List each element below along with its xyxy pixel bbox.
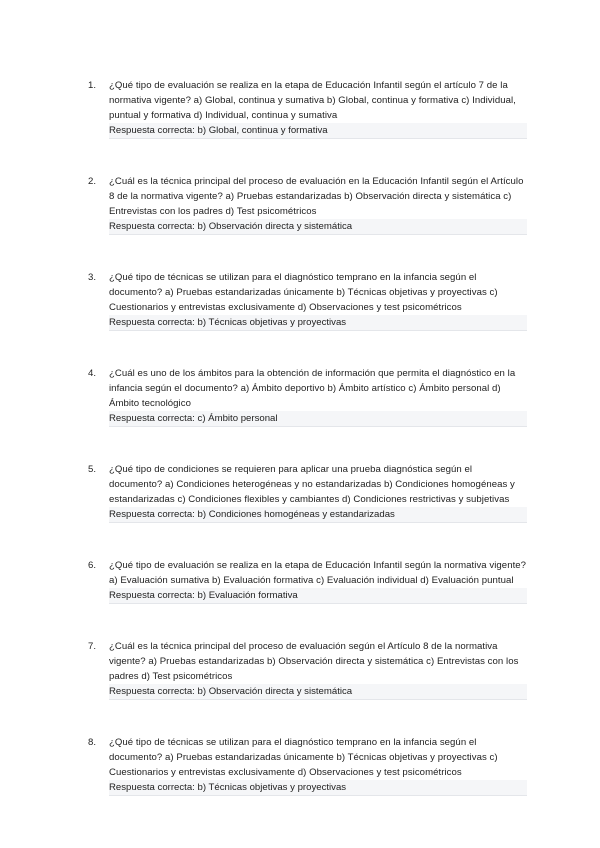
question-number: 5. xyxy=(88,464,97,475)
correct-answer: Respuesta correcta: c) Ámbito personal xyxy=(109,411,527,427)
correct-answer: Respuesta correcta: b) Observación directa y sistemática xyxy=(109,684,527,700)
question-item xyxy=(88,78,528,139)
correct-answer: Respuesta correcta: b) Observación directa y sistemática xyxy=(109,219,527,235)
question-number: 1. xyxy=(88,80,97,91)
question-item xyxy=(88,366,528,427)
question-text: ¿Qué tipo de evaluación se realiza en la etapa de Educación Infantil según la normativa vigente? a) Evaluación sumativa b) Evaluación formativa c) Evaluación individual d) Evaluación puntual xyxy=(109,560,527,586)
question-text: ¿Cuál es uno de los ámbitos para la obtención de información que permita el diagnóstico en la infancia según el documento? a) Ámbito deportivo b) Ámbito artístico c) Ámbito personal d) Ámbito tecnológico xyxy=(109,368,516,409)
question-item xyxy=(88,174,528,235)
correct-answer: Respuesta correcta: b) Técnicas objetivas y proyectivas xyxy=(109,780,527,796)
question-text: ¿Cuál es la técnica principal del proceso de evaluación en la Educación Infantil según el Artículo 8 de la normativa vigente? a) Pruebas estandarizadas b) Observación directa y sistemática c) Entrevistas con los padres d) Test psicométricos xyxy=(109,176,524,217)
question-text: ¿Cuál es la técnica principal del proceso de evaluación según el Artículo 8 de la normativa vigente? a) Pruebas estandarizadas b) Observación directa y sistemática c) Entrevistas con los padres d) Test psicométricos xyxy=(109,641,519,682)
question-text: ¿Qué tipo de evaluación se realiza en la etapa de Educación Infantil según el artículo 7 de la normativa vigente? a) Global, continua y sumativa b) Global, continua y formativa c) Individual, puntual y formativa d) Individual, continua y sumativa xyxy=(109,80,516,121)
correct-answer: Respuesta correcta: b) Técnicas objetivas y proyectivas xyxy=(109,315,527,331)
question-text: ¿Qué tipo de técnicas se utilizan para el diagnóstico temprano en la infancia según el documento? a) Pruebas estandarizadas únicamente b) Técnicas objetivas y proyectivas c) Cuestionarios y entrevistas exclusivamente d) Observaciones y test psicométricos xyxy=(109,272,498,313)
question-text: ¿Qué tipo de técnicas se utilizan para el diagnóstico temprano en la infancia según el documento? a) Pruebas estandarizadas únicamente b) Técnicas objetivas y proyectivas c) Cuestionarios y entrevistas exclusivamente d) Observaciones y test psicométricos xyxy=(109,737,498,778)
question-item xyxy=(88,639,528,700)
correct-answer: Respuesta correcta: b) Evaluación formativa xyxy=(109,588,527,604)
question-number: 2. xyxy=(88,176,97,187)
question-text: ¿Qué tipo de condiciones se requieren para aplicar una prueba diagnóstica según el documento? a) Condiciones heterogéneas y no estandarizadas b) Condiciones homogéneas y estandarizadas c) Condiciones flexibles y cambiantes d) Condiciones restrictivas y subjetivas xyxy=(109,464,515,505)
question-number: 6. xyxy=(88,560,97,571)
question-list xyxy=(88,78,528,796)
question-number: 3. xyxy=(88,272,97,283)
question-item xyxy=(88,462,528,523)
question-number: 7. xyxy=(88,641,97,652)
correct-answer: Respuesta correcta: b) Condiciones homogéneas y estandarizadas xyxy=(109,507,527,523)
question-item xyxy=(88,270,528,331)
question-number: 4. xyxy=(88,368,97,379)
question-item xyxy=(88,558,528,604)
question-item xyxy=(88,735,528,796)
correct-answer: Respuesta correcta: b) Global, continua y formativa xyxy=(109,123,527,139)
question-number: 8. xyxy=(88,737,97,748)
